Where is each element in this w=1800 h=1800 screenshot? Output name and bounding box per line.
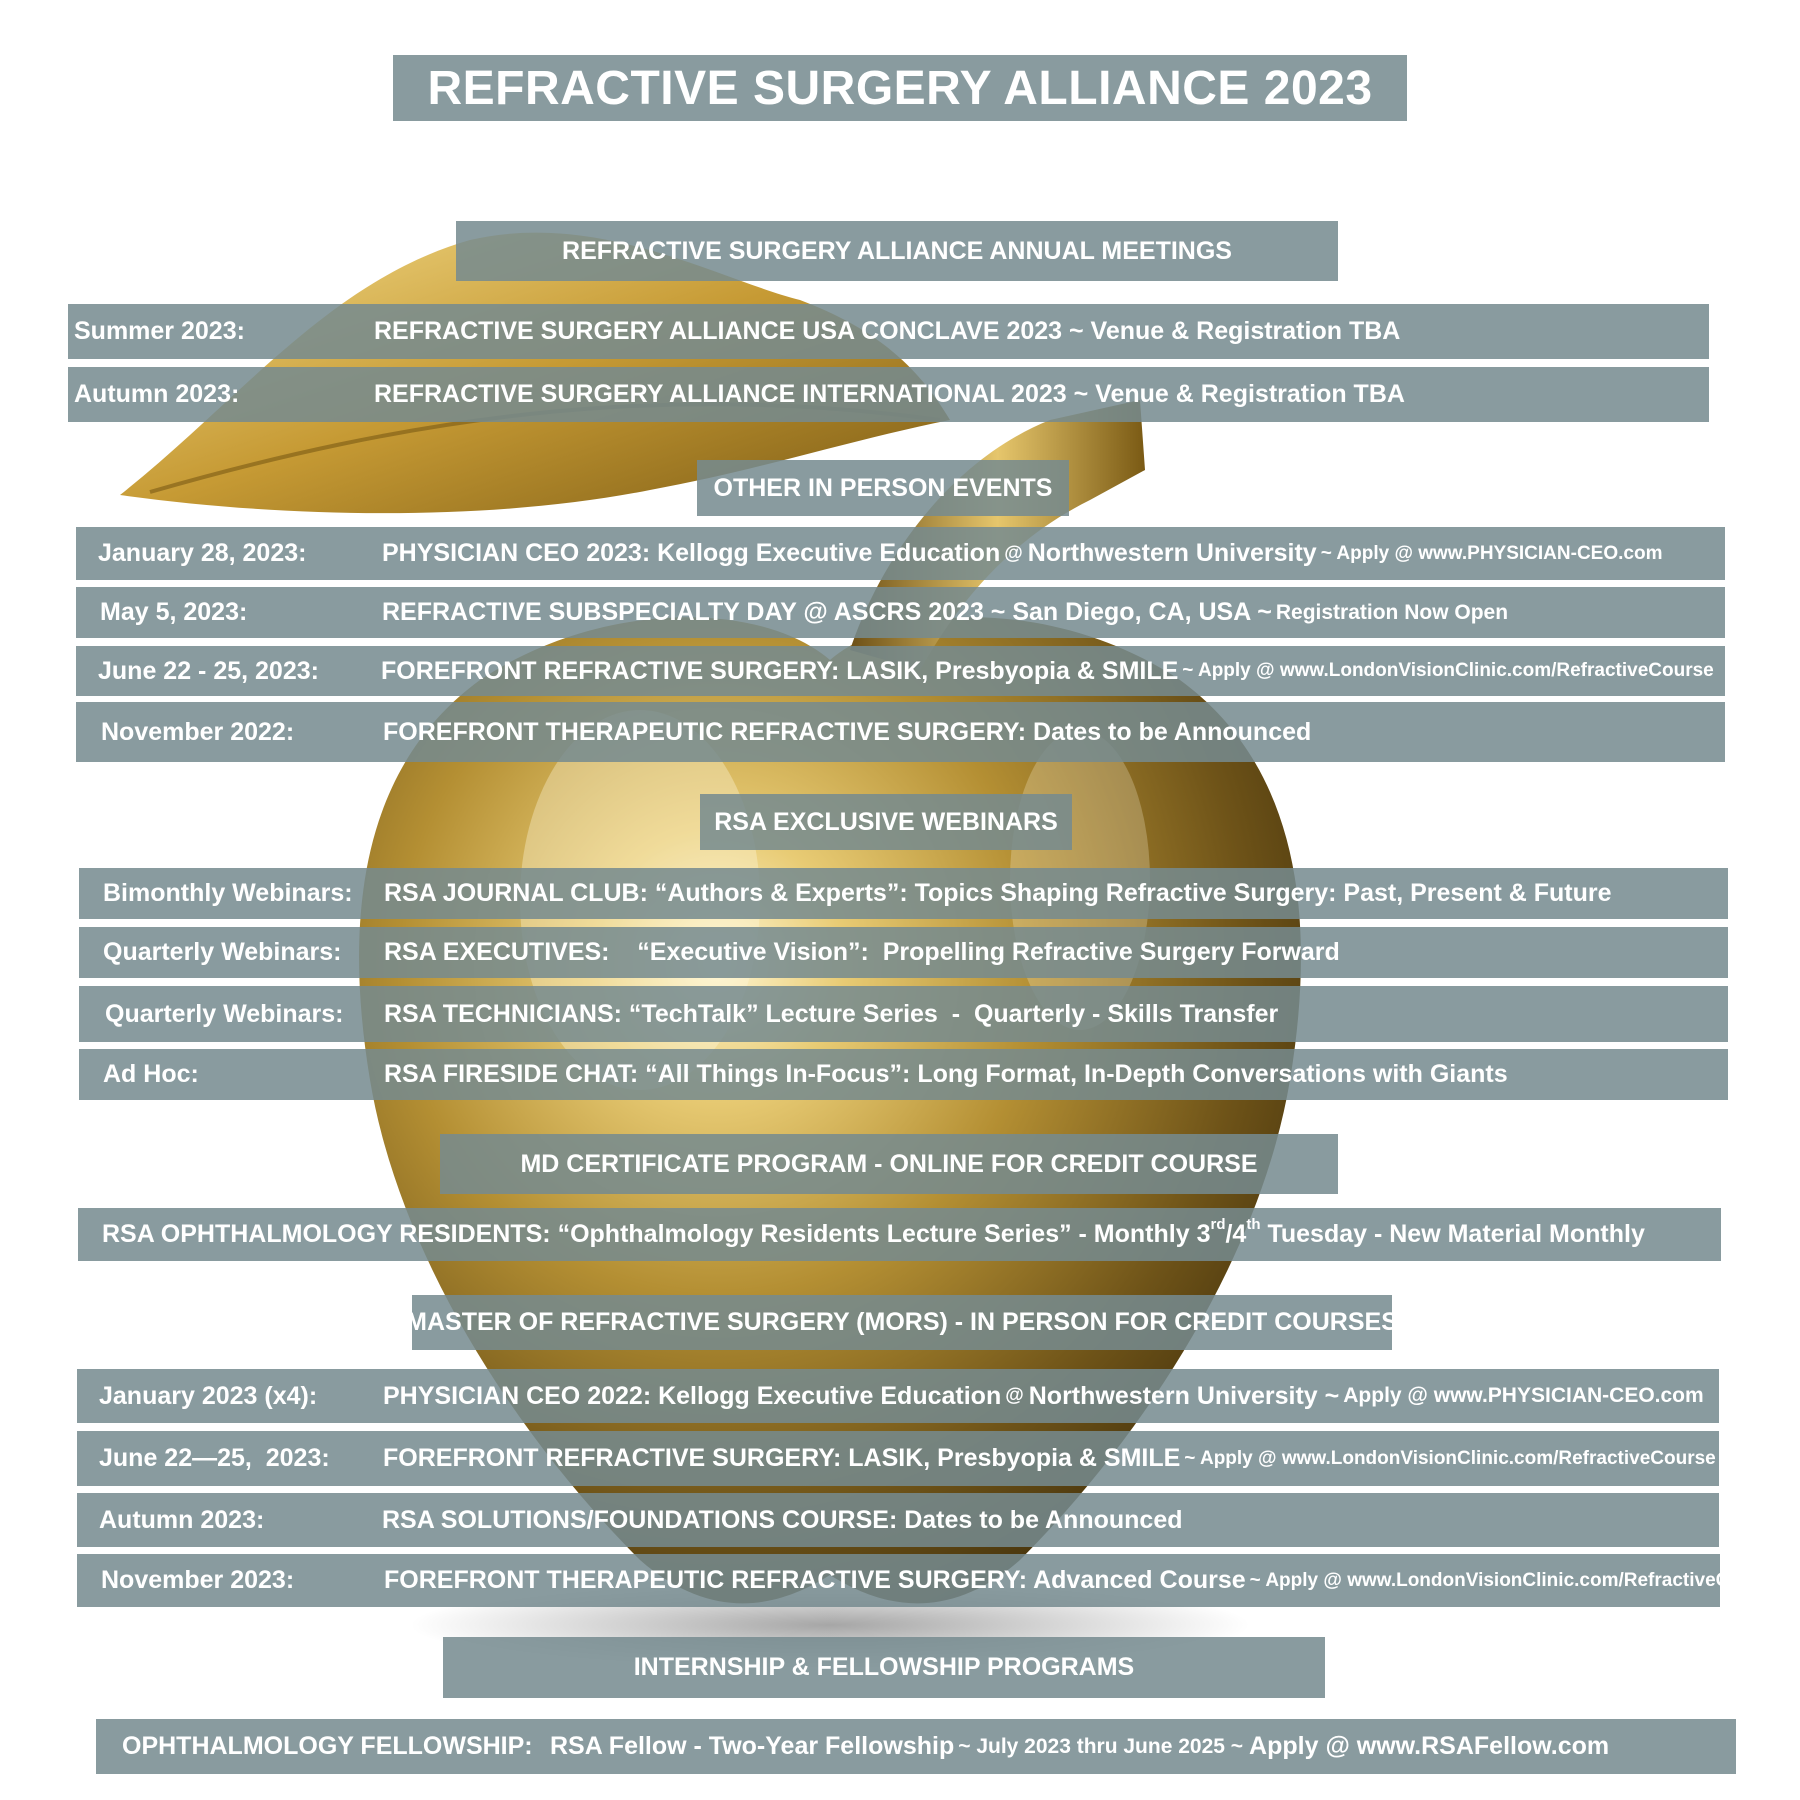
webinar-frequency: Ad Hoc: [103,1060,199,1088]
course-date: Autumn 2023: [99,1505,265,1534]
event-date: Autumn 2023: [74,380,240,408]
ordinal-suffix: th [1246,1216,1261,1233]
course-note: ~ Apply @ www.LondonVisionClinic.com/RefractiveCourse [1184,1447,1716,1469]
ordinal-suffix: rd [1210,1216,1226,1233]
event-row [76,527,1725,580]
fellowship-apply: Apply @ www.RSAFellow.com [1249,1732,1610,1760]
course-date: June 22—25, 2023: [99,1444,330,1472]
event-row [68,367,1709,422]
event-date: Summer 2023: [74,317,245,345]
fellowship-row [96,1719,1736,1774]
event-title: PHYSICIAN CEO 2023: Kellogg Executive Education [382,539,1001,567]
page-title: REFRACTIVE SURGERY ALLIANCE 2023 [393,55,1407,121]
course-note: ~ Apply @ www.LondonVisionClinic.com/RefractiveCourse [1249,1569,1782,1591]
section-heading-annual-meetings: REFRACTIVE SURGERY ALLIANCE ANNUAL MEETINGS [456,221,1338,281]
event-row [76,646,1725,696]
course-text: RSA OPHTHALMOLOGY RESIDENTS: “Ophthalmology Residents Lecture Series” - Monthly 3 [102,1220,1211,1248]
course-row [77,1554,1782,1607]
course-row [77,1369,1719,1423]
course-row [77,1431,1719,1486]
event-date: June 22 - 25, 2023: [98,656,319,685]
event-date: January 28, 2023: [98,539,307,567]
course-title: PHYSICIAN CEO 2022: Kellogg Executive Education [383,1381,1002,1410]
course-text: Tuesday - New Material Monthly [1260,1220,1645,1248]
fellowship-title: RSA Fellow - Two-Year Fellowship [550,1732,955,1760]
at-symbol: @ [1004,542,1023,564]
event-title-group [382,527,1662,580]
event-title-group [382,587,1508,638]
webinar-row [79,986,1728,1042]
event-row [68,304,1709,359]
course-date: January 2023 (x4): [99,1381,318,1410]
event-title-group [381,646,1714,696]
webinar-title: RSA EXECUTIVES: “Executive Vision”: Propelling Refractive Surgery Forward [384,938,1340,966]
event-note: ~ Apply @ www.PHYSICIAN-CEO.com [1320,542,1663,564]
webinar-row [79,1049,1728,1100]
event-title: REFRACTIVE SURGERY ALLIANCE USA CONCLAVE 2023 ~ Venue & Registration TBA [374,317,1401,345]
section-heading-webinars: RSA EXCLUSIVE WEBINARS [700,794,1072,850]
event-date: November 2022: [101,717,295,746]
section-heading-in-person-events: OTHER IN PERSON EVENTS [697,460,1069,516]
section-heading-fellowship: INTERNSHIP & FELLOWSHIP PROGRAMS [443,1637,1325,1698]
fellowship-label: OPHTHALMOLOGY FELLOWSHIP: [122,1732,533,1760]
event-row [76,587,1725,638]
course-title-group [383,1431,1716,1486]
event-date: May 5, 2023: [100,598,248,626]
section-heading-md-certificate: MD CERTIFICATE PROGRAM - ONLINE FOR CREDIT COURSE [440,1134,1338,1194]
event-note: Registration Now Open [1275,600,1509,624]
course-date: November 2023: [101,1566,295,1594]
course-title-group [383,1369,1704,1423]
webinar-frequency: Quarterly Webinars: [105,999,344,1028]
event-title: FOREFRONT REFRACTIVE SURGERY: LASIK, Presbyopia & SMILE [381,656,1179,685]
event-title: REFRACTIVE SUBSPECIALTY DAY @ ASCRS 2023 ~ San Diego, CA, USA ~ [382,598,1272,626]
webinar-title: RSA TECHNICIANS: “TechTalk” Lecture Series - Quarterly - Skills Transfer [384,999,1279,1028]
at-symbol: @ [1005,1385,1024,1406]
course-row [77,1493,1719,1547]
webinar-frequency: Quarterly Webinars: [103,938,342,966]
course-title: FOREFRONT REFRACTIVE SURGERY: LASIK, Presbyopia & SMILE [383,1444,1181,1472]
course-venue: Northwestern University ~ [1028,1381,1340,1410]
webinar-row [79,868,1728,919]
event-title: FOREFRONT THERAPEUTIC REFRACTIVE SURGERY: Dates to be Announced [383,717,1312,746]
course-text: /4 [1225,1220,1247,1248]
course-title-group [384,1554,1781,1607]
course-row [78,1208,1721,1261]
event-note: ~ Apply @ www.LondonVisionClinic.com/RefractiveCourse [1182,660,1714,681]
fellowship-title-group [550,1719,1609,1774]
event-venue: Northwestern University [1027,539,1317,567]
fellowship-dates: ~ July 2023 thru June 2025 ~ [958,1734,1244,1758]
webinar-title: RSA FIRESIDE CHAT: “All Things In-Focus”: Long Format, In-Depth Conversations with Giants [384,1060,1508,1088]
section-heading-mors: MASTER OF REFRACTIVE SURGERY (MORS) - IN PERSON FOR CREDIT COURSES [412,1295,1392,1350]
webinar-row [79,927,1728,978]
event-title: REFRACTIVE SURGERY ALLIANCE INTERNATIONAL 2023 ~ Venue & Registration TBA [374,380,1405,408]
course-title: FOREFRONT THERAPEUTIC REFRACTIVE SURGERY: Advanced Course [384,1566,1246,1594]
webinar-frequency: Bimonthly Webinars: [103,879,353,907]
webinar-title: RSA JOURNAL CLUB: “Authors & Experts”: Topics Shaping Refractive Surgery: Past, Present & Future [384,879,1612,907]
course-note: Apply @ www.PHYSICIAN-CEO.com [1343,1384,1704,1407]
course-title: RSA SOLUTIONS/FOUNDATIONS COURSE: Dates to be Announced [382,1505,1183,1534]
event-row [76,702,1725,762]
course-title [102,1208,1645,1261]
